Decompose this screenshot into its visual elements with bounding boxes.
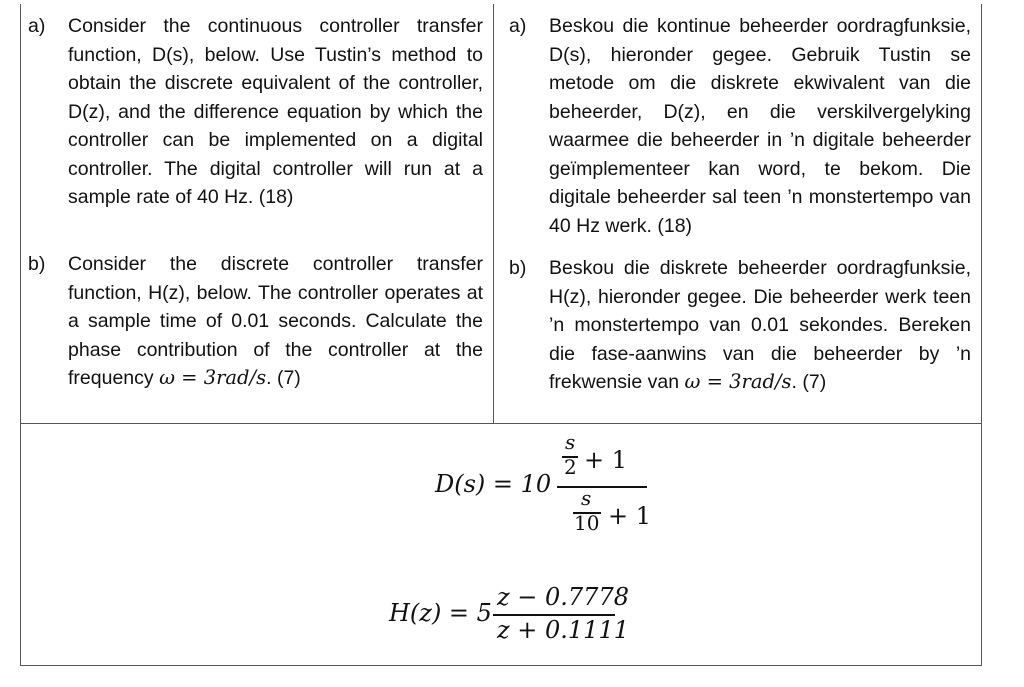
equation-hz-den-text: z + 0.1111 [497, 616, 629, 644]
question-a-text-af: Beskou die kontinue beheerder oordragfunksie, D(s), hieronder gegee. Gebruik Tustin se metode om die diskrete ekwivalent van die beheerder, D(z), en die verskilvergelyking waarmee die beheerder in ’n digitale beheerder geïmplementeer kan word, te bekom. Die digitale beheerder sal teen ’n monstertempo van 40 Hz werk. (18) [549, 15, 971, 237]
question-a-text-en: Consider the continuous controller transfer function, D(s), below. Use Tustin’s method to obtain the discrete equivalent of the controller, D(z), and the difference equation by which the controller can be implemented on a digital controller. The digital controller will run at a sample rate of 40 Hz. (18) [68, 15, 483, 208]
equation-ds [21, 424, 983, 544]
equation-hz-lhs: H(z) = 5 [389, 599, 492, 627]
equation-ds-num-plus: + 1 [584, 446, 628, 474]
question-row [21, 4, 981, 424]
equation-ds-main-bar [557, 486, 647, 488]
equation-hz-num-text: z − 0.7778 [497, 583, 629, 611]
equation-ds-num-s: s [565, 430, 576, 454]
question-b-label-af: b) [509, 257, 527, 279]
equation-ds-den-10: 10 [574, 511, 600, 535]
question-b-frequency-en: ω = 3rad/s [159, 366, 267, 389]
equation-ds-den-s: s [581, 486, 592, 510]
equation-hz-denominator [497, 616, 629, 644]
equation-hz [21, 569, 983, 659]
question-b-text-af-part1: Beskou die diskrete beheerder oordragfunksie, H(z), hieronder gegee. Die beheerder werk teen ’n monstertempo van 0.01 sekondes. Bereken die fase-aanwins van die beheerder by ’n frekwensie van [549, 257, 971, 393]
question-b-text-af [549, 254, 971, 397]
question-b-text-en-part2: . (7) [266, 367, 301, 389]
question-b-frequency-af: ω = 3rad/s [684, 370, 792, 393]
question-b-text-en [68, 250, 483, 393]
question-table [20, 4, 982, 666]
equation-ds-lhs: D(s) = 10 [435, 470, 552, 498]
equation-hz-numerator [497, 583, 629, 611]
question-a-label-en: a) [28, 15, 46, 37]
question-b-text-en-part1: Consider the discrete controller transfer function, H(z), below. The controller operates at a sample time of 0.01 seconds. Calculate the phase contribution of the controller at the frequency [68, 253, 483, 389]
question-b-label-en: b) [28, 253, 46, 275]
equation-ds-num-2: 2 [564, 455, 577, 479]
question-b-text-af-part2: . (7) [791, 371, 827, 393]
column-divider [493, 4, 494, 424]
question-a-label-af: a) [509, 15, 527, 37]
equation-ds-den-plus: + 1 [608, 502, 652, 530]
